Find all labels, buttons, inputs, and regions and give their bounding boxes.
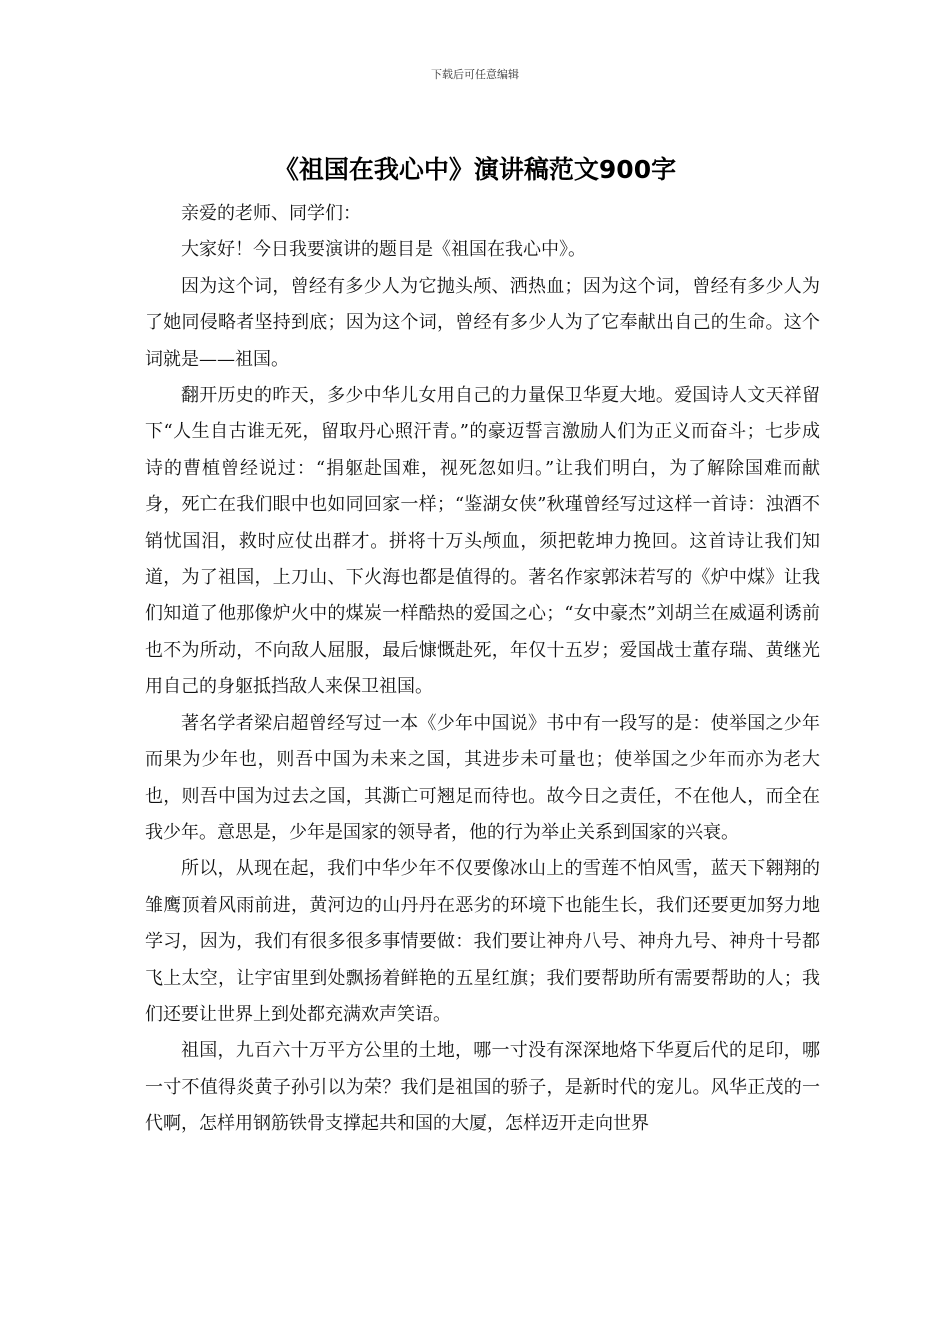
document-body [145,196,820,1143]
header-note: 下载后可任意编辑 [431,68,519,81]
paragraph-intro: 大家好！今日我要演讲的题目是《祖国在我心中》。 [181,239,586,261]
paragraph-from-now-on: 所以，从现在起，我们中华少年不仅要像冰山上的雪莲不怕风雪，蓝天下翱翔的雏鹰顶着风雨前进，黄河边的山丹丹在恶劣的环境下也能生长，我们还要更加努力地学习，因为，我们有很多很多事情要做：我们要让神舟八号、神舟九号、神舟十号都飞上太空，让宇宙里到处飘扬着鲜艳的五星红旗；我们要帮助所有需要帮助的人；我们还要让世界上到处都充满欢声笑语。 [145,858,820,1025]
paragraph-liang-qichao: 著名学者梁启超曾经写过一本《少年中国说》书中有一段写的是：使举国之少年而果为少年也，则吾中国为未来之国，其进步未可量也；使举国之少年而亦为老大也，则吾中国为过去之国，其澌亡可翘足而待也。故今日之责任，不在他人，而全在我少年。意思是，少年是国家的领导者，他的行为举止关系到国家的兴衰。 [145,712,820,843]
paragraph-word-motherland: 因为这个词，曾经有多少人为它抛头颅、洒热血；因为这个词，曾经有多少人为了她同侵略者坚持到底；因为这个词，曾经有多少人为了它奉献出自己的生命。这个词就是——祖国。 [145,275,820,370]
page-title: 《祖国在我心中》演讲稿范文900字 [273,155,677,184]
paragraph-greeting: 亲爱的老师、同学们： [181,203,361,224]
paragraph-history: 翻开历史的昨天，多少中华儿女用自己的力量保卫华夏大地。爱国诗人文天祥留下“人生自古谁无死，留取丹心照汗青。”的豪迈誓言激励人们为正义而奋斗；七步成诗的曹植曾经说过：“捐躯赴国难，视死忽如归。”让我们明白，为了解除国难而献身，死亡在我们眼中也如同回家一样；“鉴湖女侠”秋瑾曾经写过这样一首诗：浊酒不销忧国泪，救时应仗出群才。拼将十万头颅血，须把乾坤力挽回。这首诗让我们知道，为了祖国，上刀山、下火海也都是值得的。著名作家郭沫若写的《炉中煤》让我们知道了他那像炉火中的煤炭一样酷热的爱国之心；“女中豪杰”刘胡兰在威逼利诱前也不为所动，不向敌人屈服，最后慷慨赴死，年仅十五岁；爱国战士董存瑞、黄继光用自己的身躯抵挡敌人来保卫祖国。 [145,385,820,698]
paragraph-motherland-land: 祖国，九百六十万平方公里的土地，哪一寸没有深深地烙下华夏后代的足印，哪一寸不值得炎黄子孙引以为荣？我们是祖国的骄子，是新时代的宠儿。风华正茂的一代啊，怎样用钢筋铁骨支撑起共和国的大厦，怎样迈开走向世界 [145,1040,820,1135]
